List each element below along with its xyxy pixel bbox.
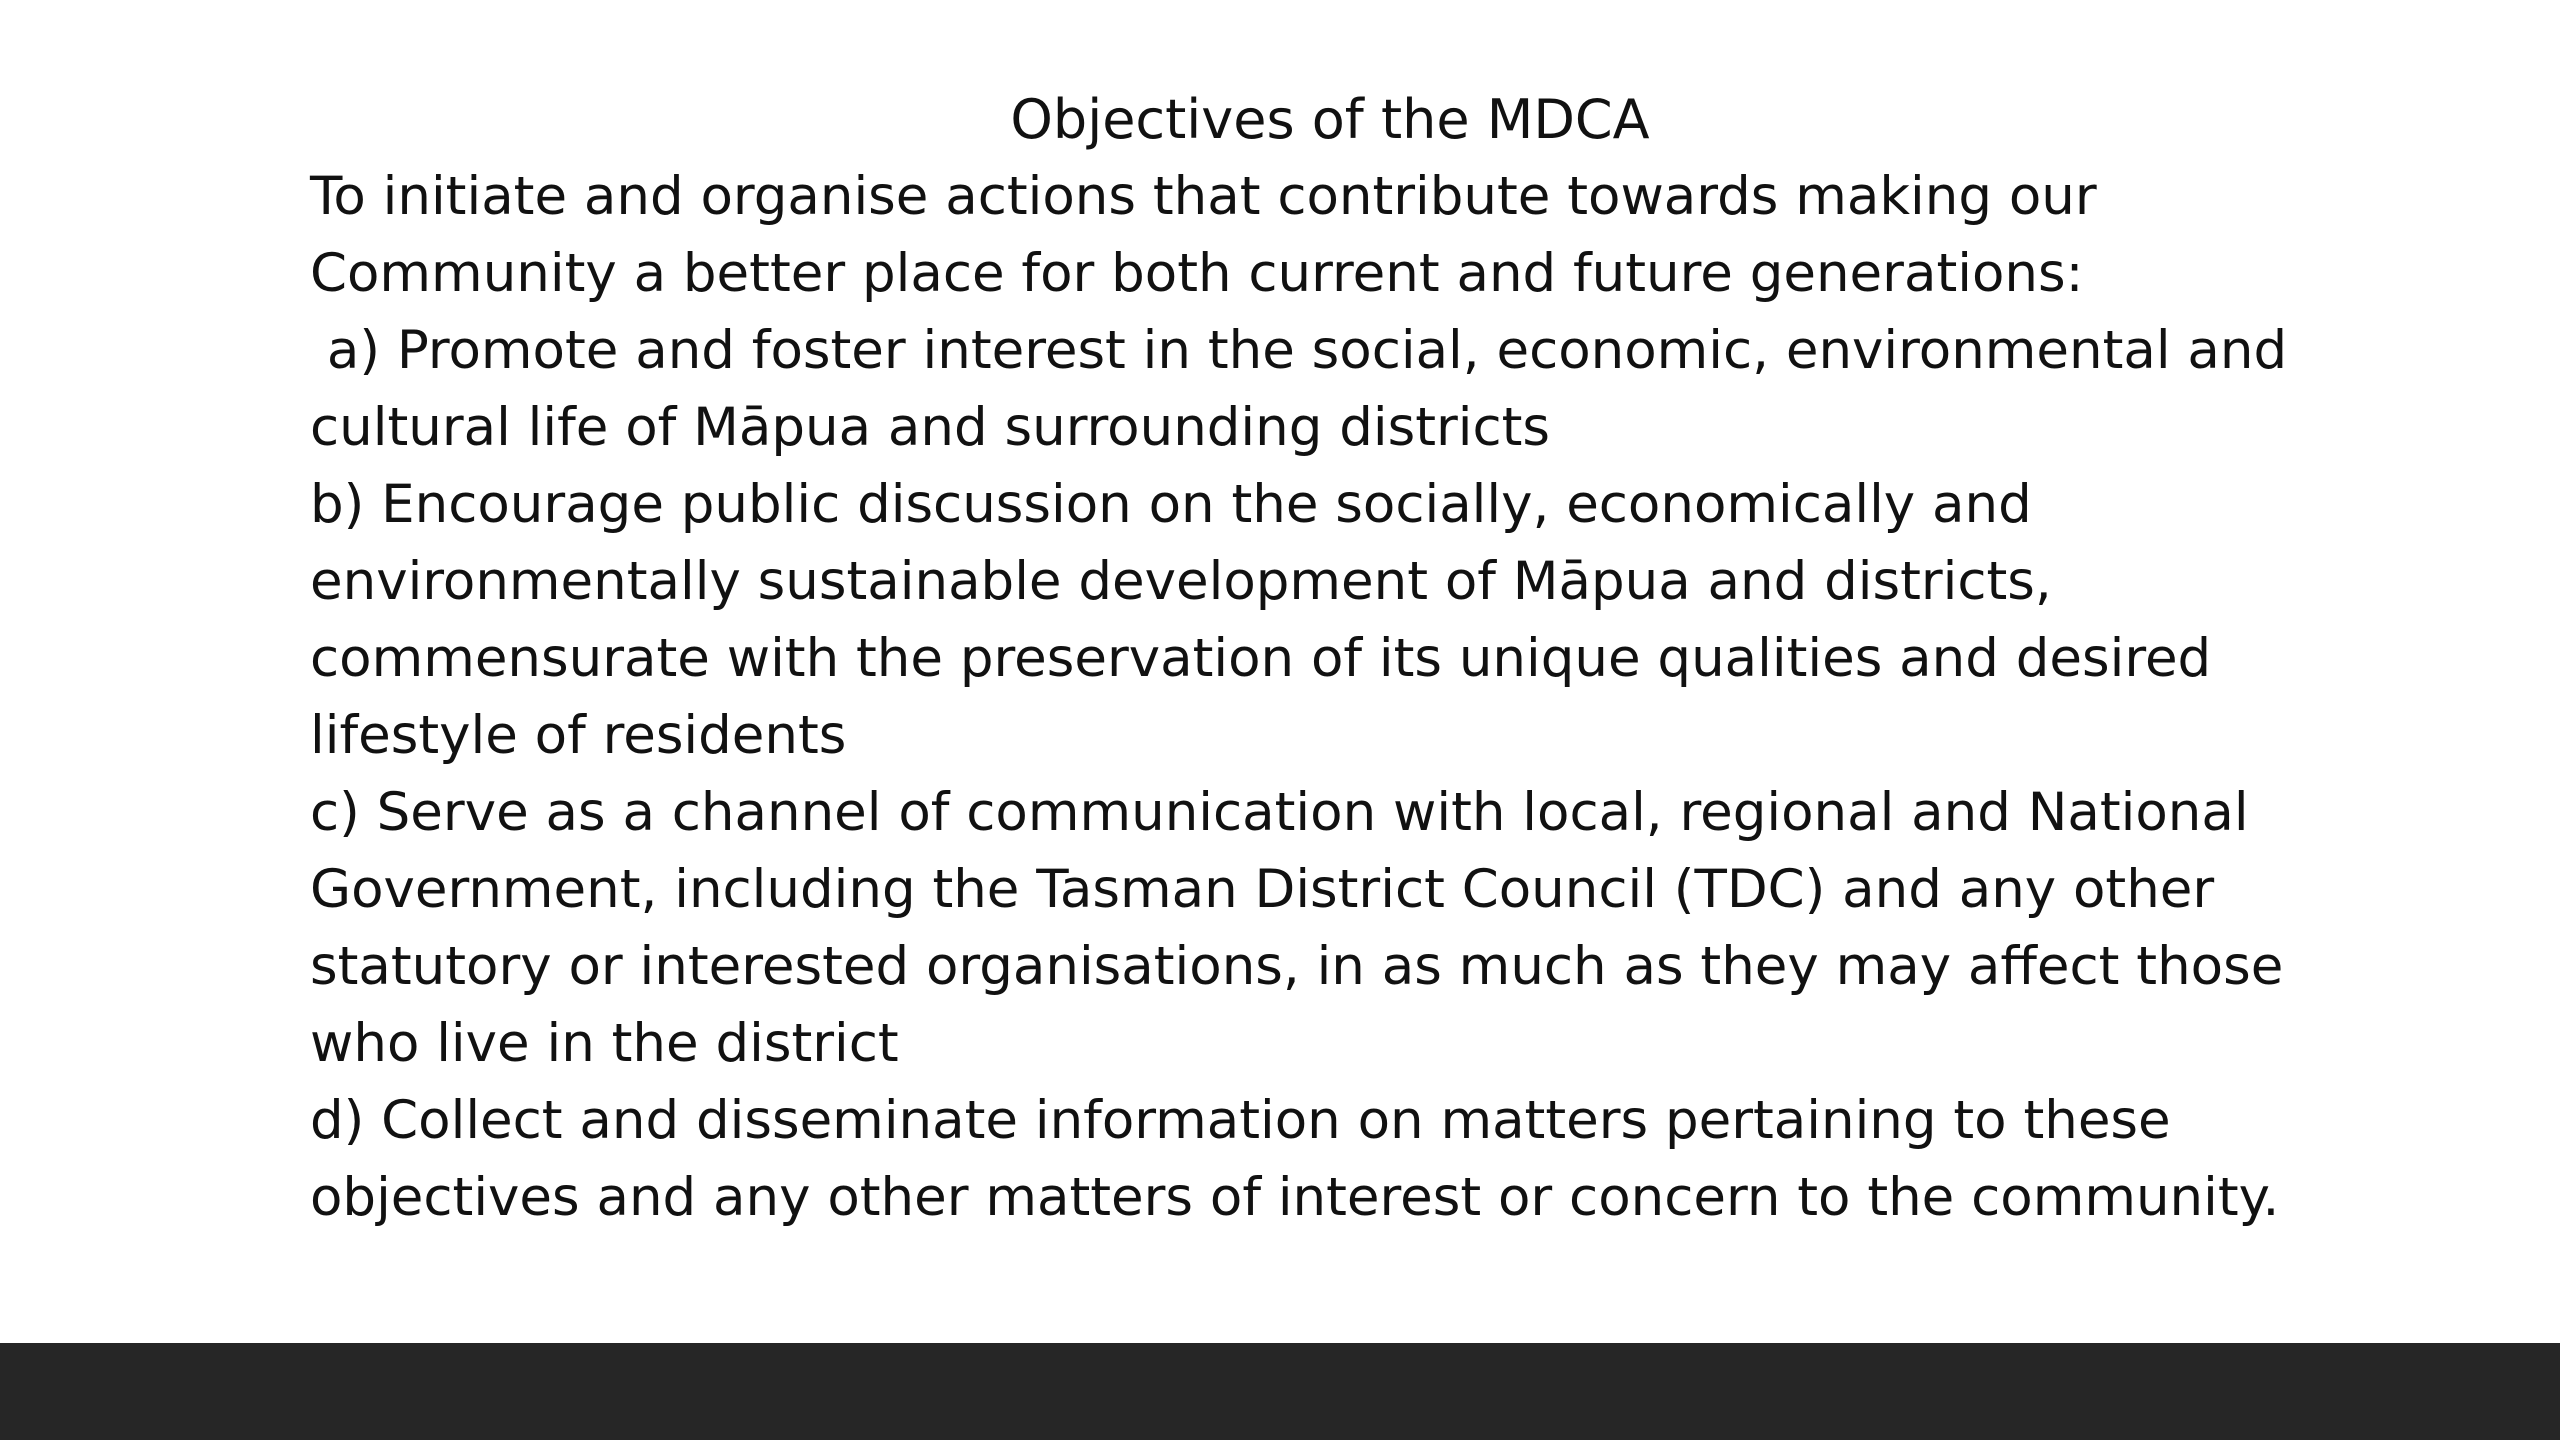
objective-c-line: c) Serve as a channel of communication with local, regional and National (310, 782, 2249, 843)
body-line: Community a better place for both current and future generations: (310, 243, 2084, 304)
body-line: Government, including the Tasman District Council (TDC) and any other (310, 859, 2215, 920)
body-line: cultural life of Māpua and surrounding districts (310, 397, 1551, 458)
body-line: objectives and any other matters of interest or concern to the community. (310, 1167, 2280, 1228)
footer-bar (0, 1343, 2560, 1440)
objective-b-line: b) Encourage public discussion on the socially, economically and (310, 474, 2032, 535)
body-line: lifestyle of residents (310, 705, 847, 766)
slide-content (310, 82, 2330, 1236)
body-line: To initiate and organise actions that contribute towards making our (310, 166, 2097, 227)
body-line: commensurate with the preservation of its unique qualities and desired (310, 628, 2212, 689)
body-line: who live in the district (310, 1013, 899, 1074)
body-line: statutory or interested organisations, in as much as they may affect those (310, 936, 2284, 997)
body-line: environmentally sustainable development of Māpua and districts, (310, 551, 2052, 612)
objective-d-line: d) Collect and disseminate information on matters pertaining to these (310, 1090, 2171, 1151)
slide-title: Objectives of the MDCA (1010, 88, 1650, 151)
objective-a-line: a) Promote and foster interest in the social, economic, environmental and (310, 320, 2288, 381)
